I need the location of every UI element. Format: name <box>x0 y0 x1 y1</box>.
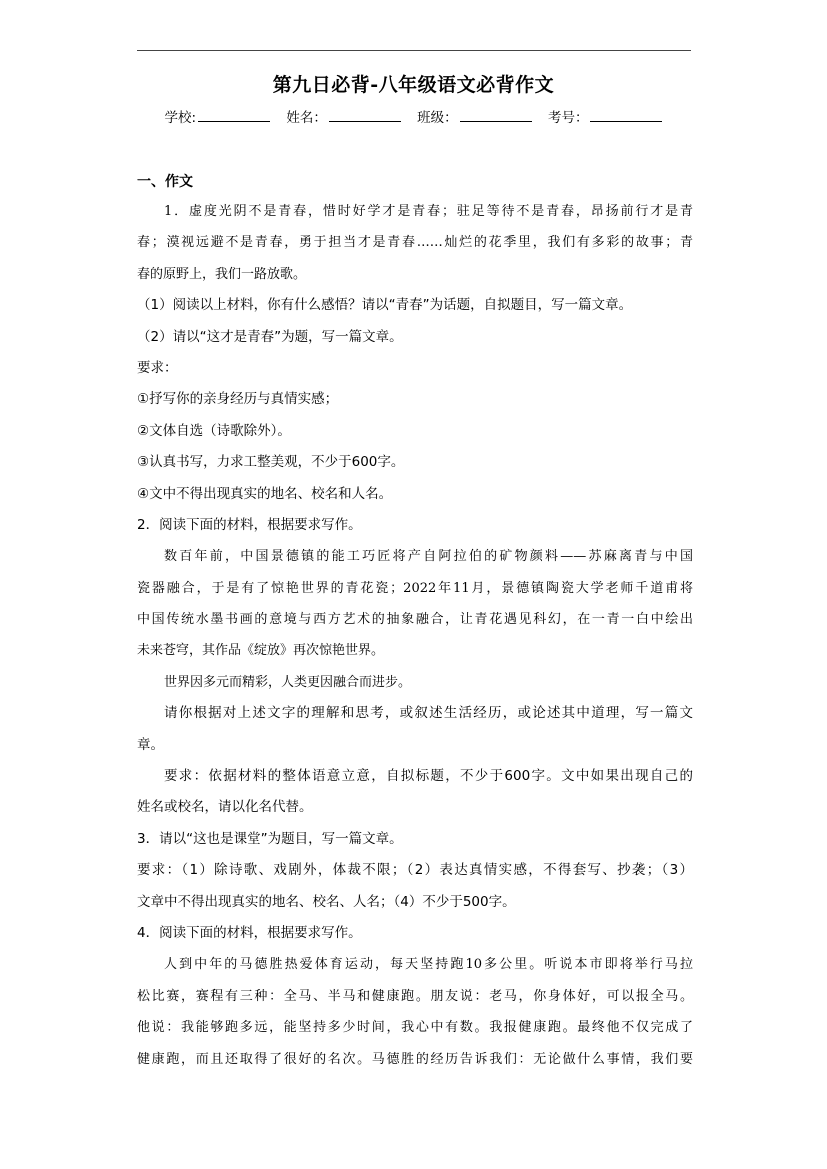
q2-material-line: 中国传统水墨书画的意境与西方艺术的抽象融合，让青花遇见科幻，在一青一白中绘出 <box>137 612 693 628</box>
q2-material-line: 未来苍穹，其作品《绽放》再次惊艳世界。 <box>137 643 385 659</box>
q1-line: 春的原野上，我们一路放歌。 <box>137 266 307 282</box>
q1-line: 春；漠视远避不是青春，勇于担当才是青春……灿烂的花季里，我们有多彩的故事；青 <box>137 235 693 251</box>
section-title: 一、作文 <box>137 174 193 190</box>
q4-intro: 4．阅读下面的材料，根据要求写作。 <box>137 924 362 941</box>
q4-material-line: 松比赛，赛程有三种：全马、半马和健康跑。朋友说：老马，你身体好，可以报全马。 <box>137 988 693 1004</box>
q1-req-item: ②文体自选（诗歌除外）。 <box>137 422 291 439</box>
q3-req-line: 要求：（1）除诗歌、戏剧外，体裁不限；（2）表达真情实感，不得套写、抄袭；（3） <box>137 862 693 879</box>
school-field <box>165 106 271 126</box>
q2-intro: 2．阅读下面的材料，根据要求写作。 <box>137 516 362 533</box>
q2-prompt-line: 章。 <box>137 736 164 753</box>
name-blank[interactable] <box>329 107 401 122</box>
q2-material-line: 数百年前，中国景德镇的能工巧匠将产自阿拉伯的矿物颜料——苏麻离青与中国 <box>164 549 693 565</box>
q3-req-line: 文章中不得出现真实的地名、校名、人名；（4）不少于500字。 <box>137 893 516 910</box>
q1-line: 1．虚度光阴不是青春，惜时好学才是青春；驻足等待不是青春，昂扬前行才是青 <box>164 204 693 219</box>
class-blank[interactable] <box>460 107 532 122</box>
q3-intro: 3．请以“这也是课堂”为题目，写一篇文章。 <box>137 830 403 847</box>
q4-material-line: 他说：我能够跑多远，能坚持多少时间，我心中有数。我报健康跑。最终他不仅完成了 <box>137 1020 693 1036</box>
q2-material-line: 瓷器融合，于是有了惊艳世界的青花瓷；2022年11月，景德镇陶瓷大学老师千道甫将 <box>137 580 693 596</box>
header-rule <box>137 50 691 51</box>
class-label: 班级： <box>417 110 458 126</box>
q1-req-item: ④文中不得出现真实的地名、校名和人名。 <box>137 485 393 502</box>
q1-sub2: （2）请以“这才是青春”为题，写一篇文章。 <box>137 328 403 345</box>
q2-material-tail: 世界因多元而精彩，人类更因融合而进步。 <box>164 674 412 690</box>
q1-req-item: ③认真书写，力求工整美观，不少于600字。 <box>137 454 405 471</box>
q2-prompt-line: 请你根据对上述文字的理解和思考，或叙述生活经历，或论述其中道理，写一篇文 <box>164 705 693 722</box>
q1-sub1: （1）阅读以上材料，你有什么感悟？请以“青春”为话题，自拟题目，写一篇文章。 <box>137 297 633 314</box>
page-title: 第九日必背-八年级语文必背作文 <box>272 74 555 96</box>
q1-req-label: 要求： <box>137 359 178 376</box>
school-label: 学校: <box>164 110 197 126</box>
q4-material-line: 人到中年的马德胜热爱体育运动，每天坚持跑10多公里。听说本市即将举行马拉 <box>164 957 693 973</box>
school-blank[interactable] <box>198 107 270 122</box>
exam-no-blank[interactable] <box>590 107 662 122</box>
name-field <box>286 106 401 126</box>
q2-req-line: 要求：依据材料的整体语意立意，自拟标题，不少于600字。文中如果出现自己的 <box>164 768 693 785</box>
content-body <box>137 168 693 1075</box>
exam-no-label: 考号： <box>547 110 589 126</box>
class-field <box>417 106 532 126</box>
q2-req-line: 姓名或校名，请以化名代替。 <box>137 799 313 816</box>
name-label: 姓名： <box>286 110 327 126</box>
exam-no-field <box>548 106 663 126</box>
student-info-line <box>0 106 827 126</box>
q1-req-item: ①抒写你的亲身经历与真情实感； <box>137 391 339 408</box>
q4-material-line: 健康跑，而且还取得了很好的名次。马德胜的经历告诉我们：无论做什么事情，我们要 <box>137 1051 693 1067</box>
